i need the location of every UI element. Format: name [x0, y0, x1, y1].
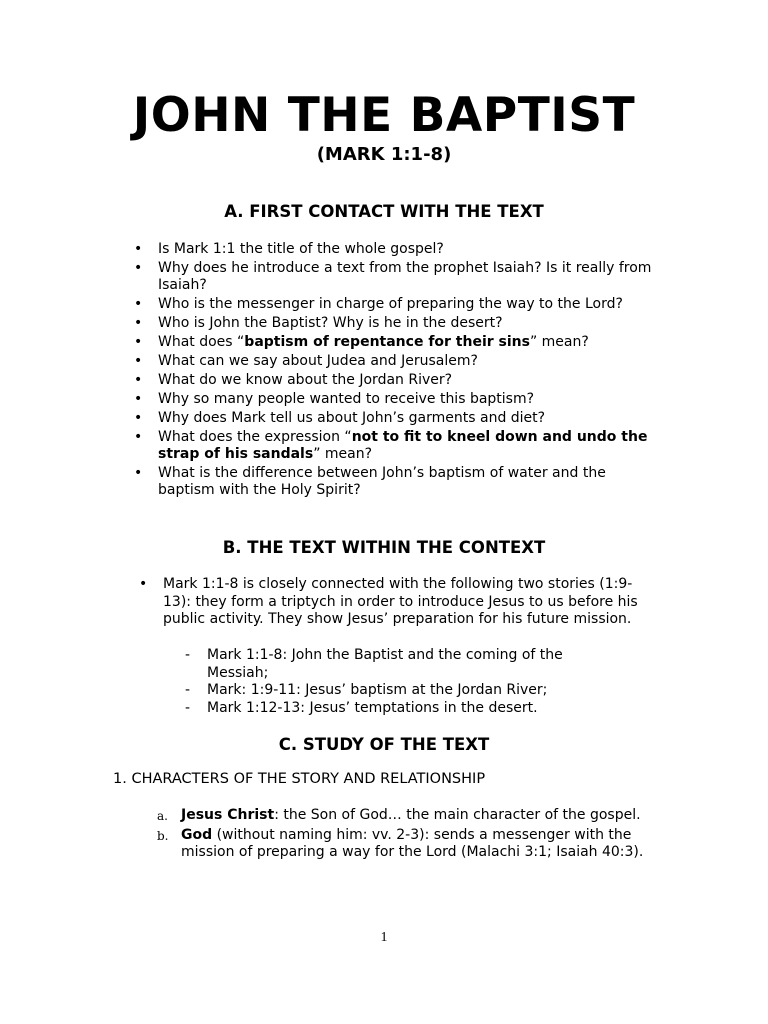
- list-item: [134, 429, 664, 464]
- document-subtitle: (MARK 1:1-8): [316, 144, 452, 165]
- question-text: What do we know about the Jordan River?: [158, 371, 453, 388]
- question-text: What can we say about Judea and Jerusalem?: [158, 352, 478, 369]
- list-item: [134, 241, 664, 259]
- question-text-suffix: ” mean?: [529, 334, 589, 351]
- section-a-question-list: [134, 241, 664, 501]
- sub-item-text: Mark 1:12-13: Jesus’ temptations in the desert.: [207, 699, 538, 716]
- bullet-icon: •: [134, 390, 143, 407]
- character-name: God: [181, 826, 213, 843]
- sub-item-text: Mark: 1:9-11: Jesus’ baptism at the Jordan River;: [207, 682, 548, 698]
- question-text-prefix: What does “: [158, 334, 245, 351]
- character-description: (without naming him: vv. 2-3): sends a messenger with the mission of preparing a way for the Lord (Malachi 3:1; Isaiah 40:3).: [181, 826, 644, 860]
- list-item: [134, 315, 664, 333]
- list-item: [134, 334, 664, 352]
- section-a-heading: A. FIRST CONTACT WITH THE TEXT: [224, 202, 544, 221]
- list-item: [157, 827, 647, 862]
- list-item: [134, 260, 664, 295]
- dash-marker: -: [185, 647, 191, 663]
- question-text: Why does he introduce a text from the prophet Isaiah? Is it really from Isaiah?: [158, 259, 652, 294]
- question-emphasis: baptism of repentance for their sins: [244, 334, 530, 351]
- sub-item-text: Mark 1:1-8: John the Baptist and the coming of the Messiah;: [207, 647, 563, 681]
- question-text-suffix: ” mean?: [313, 446, 373, 463]
- section-c-subheading: 1. CHARACTERS OF THE STORY AND RELATIONSHIP: [113, 771, 486, 787]
- question-text: Who is John the Baptist? Why is he in the desert?: [158, 315, 503, 332]
- bullet-icon: •: [134, 315, 143, 332]
- bullet-icon: •: [139, 576, 148, 592]
- bullet-icon: •: [134, 241, 143, 257]
- bullet-icon: •: [134, 371, 143, 388]
- question-text: Who is the messenger in charge of preparing the way to the Lord?: [158, 296, 623, 313]
- question-text: What is the difference between John’s baptism of water and the baptism with the Holy Spirit?: [158, 464, 606, 499]
- section-b-list: [139, 576, 649, 630]
- bullet-icon: •: [134, 409, 143, 426]
- section-c-heading: C. STUDY OF THE TEXT: [278, 735, 490, 754]
- list-item: [134, 296, 664, 314]
- character-description: : the Son of God… the main character of the gospel.: [274, 807, 641, 823]
- question-text: Why so many people wanted to receive this baptism?: [158, 390, 535, 407]
- list-item: [139, 576, 649, 629]
- question-text: Is Mark 1:1 the title of the whole gospel?: [158, 241, 444, 257]
- list-item: [134, 372, 664, 390]
- list-item: [185, 682, 625, 700]
- list-item: [185, 700, 625, 718]
- list-item: [185, 647, 625, 682]
- page-number: 1: [380, 930, 388, 945]
- bullet-icon: •: [134, 296, 143, 313]
- question-text-prefix: What does the expression “: [158, 428, 352, 445]
- context-text: Mark 1:1-8 is closely connected with the following two stories (1:9-13): they form a triptych in order to introduce Jesus to us before his public activity. They show Jesus’ preparation for his future mission.: [163, 576, 638, 627]
- list-item: [134, 410, 664, 428]
- list-item: [157, 807, 647, 825]
- question-text: Why does Mark tell us about John’s garments and diet?: [158, 409, 546, 426]
- dash-marker: -: [185, 699, 191, 716]
- letter-marker: b.: [157, 828, 169, 843]
- dash-marker: -: [185, 682, 191, 698]
- list-item: [134, 353, 664, 371]
- section-b-sublist: [185, 647, 625, 717]
- list-item: [134, 465, 664, 500]
- list-item: [134, 391, 664, 409]
- character-name: Jesus Christ: [181, 807, 275, 823]
- bullet-icon: •: [134, 352, 143, 369]
- question-emphasis: not to fit to kneel down and undo the strap of his sandals: [158, 428, 648, 463]
- letter-marker: a.: [157, 809, 168, 823]
- bullet-icon: •: [134, 464, 143, 481]
- document-title: JOHN THE BAPTIST: [132, 88, 636, 143]
- bullet-icon: •: [134, 259, 143, 276]
- section-b-heading: B. THE TEXT WITHIN THE CONTEXT: [222, 538, 546, 557]
- bullet-icon: •: [134, 334, 143, 351]
- characters-list: [157, 807, 647, 862]
- bullet-icon: •: [134, 428, 143, 445]
